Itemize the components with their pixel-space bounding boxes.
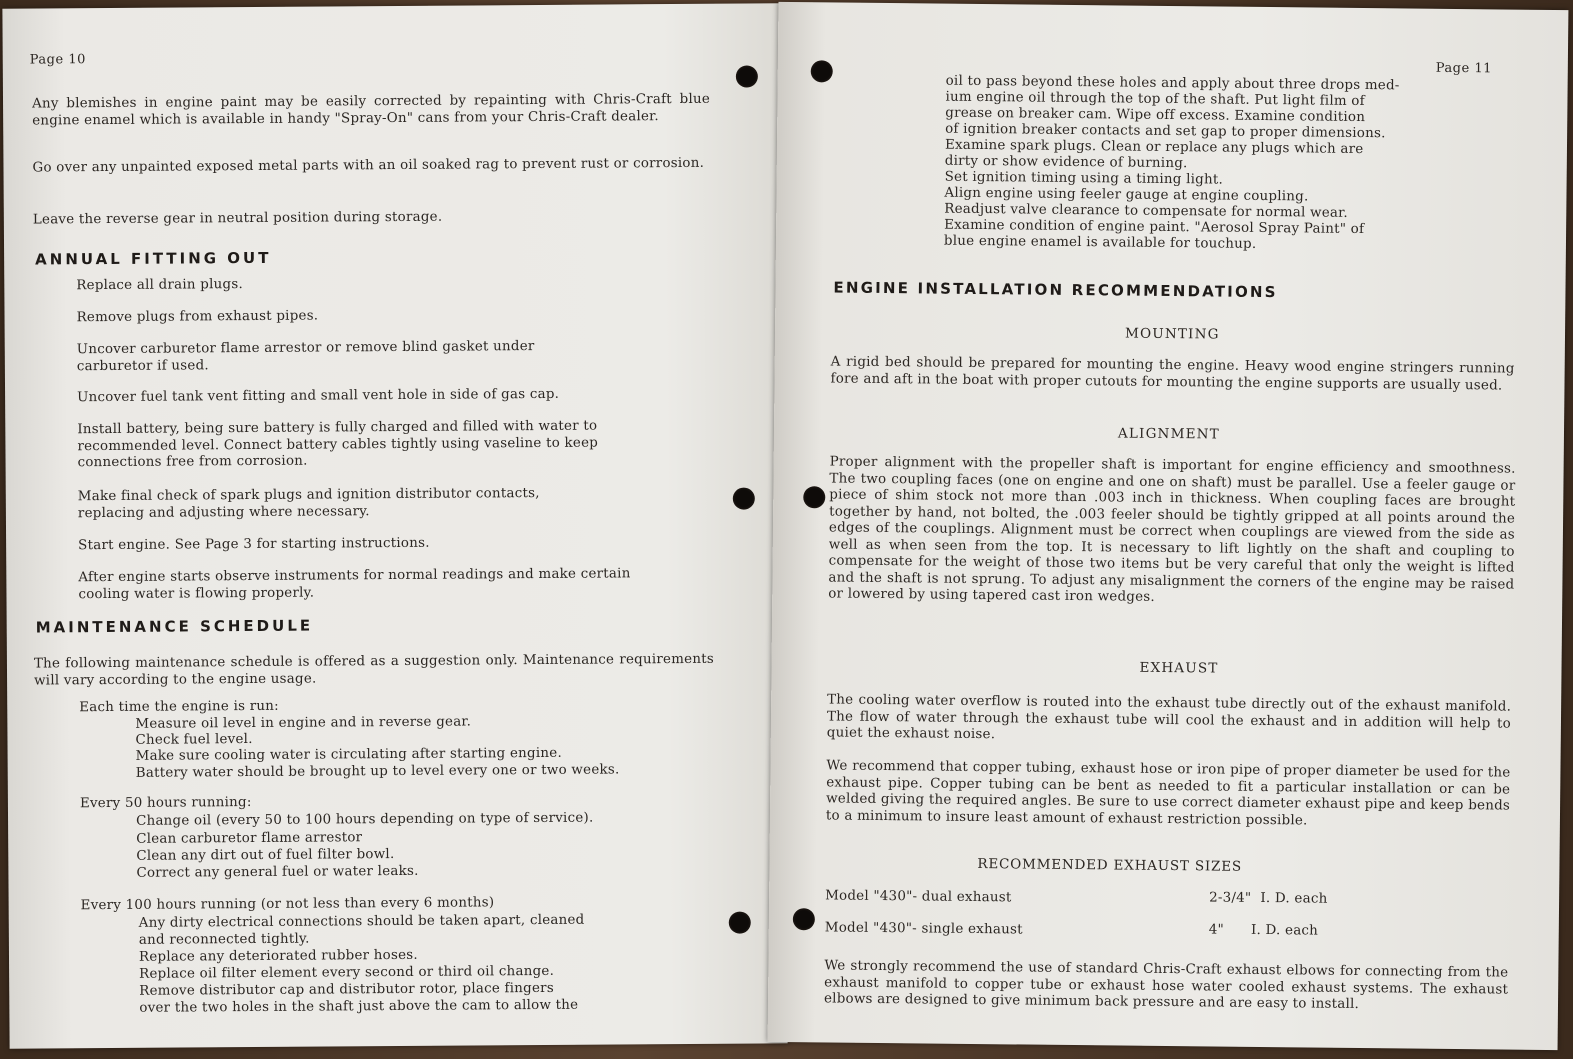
list-item: Make sure cooling water is circulating after starting engine. bbox=[135, 745, 562, 764]
binding-hole bbox=[803, 486, 825, 508]
list-item: Replace any deteriorated rubber hoses. bbox=[138, 947, 418, 965]
list-item: Battery water should be brought up to level every one or two weeks. bbox=[135, 762, 620, 781]
subheading-exhaust-sizes: RECOMMENDED EXHAUST SIZES bbox=[977, 856, 1243, 875]
right-page bbox=[768, 2, 1569, 1050]
list-item: Make final check of spark plugs and ignition distributor contacts, replacing and adjusting where necessary. bbox=[77, 485, 540, 521]
text-line: Align engine using feeler gauge at engine coupling. bbox=[944, 185, 1309, 205]
text-line: Set ignition timing using a timing light. bbox=[944, 169, 1224, 188]
text-line: grease on breaker cam. Wipe off excess. Examine condition bbox=[945, 105, 1366, 126]
exhaust-size-value: 2-3/4" I. D. each bbox=[1209, 890, 1328, 907]
exhaust-size-model: Model "430"- single exhaust bbox=[824, 920, 1023, 938]
group-title: Each time the engine is run: bbox=[79, 698, 279, 716]
list-item: Change oil (every 50 to 100 hours depending on type of service). bbox=[136, 810, 594, 829]
list-item: Remove distributor cap and distributor rotor, place fingers bbox=[139, 980, 554, 999]
section-heading-installation: ENGINE INSTALLATION RECOMMENDATIONS bbox=[833, 278, 1278, 302]
page-number: Page 11 bbox=[1435, 60, 1492, 77]
subheading-exhaust: EXHAUST bbox=[1139, 659, 1219, 677]
binding-hole bbox=[729, 912, 751, 934]
list-item: Uncover fuel tank vent fitting and small vent hole in side of gas cap. bbox=[77, 386, 560, 406]
group-title: Every 50 hours running: bbox=[79, 795, 252, 812]
text-line: Examine spark plugs. Clean or replace any plugs which are bbox=[944, 137, 1364, 158]
closing-paragraph: We strongly recommend the use of standard Chris-Craft exhaust elbows for connecting from the exhaust manifold to copper tube or exhaust hose water cooled exhaust systems. The exhaust elbows are designed to give minimum back pressure and are easy to install. bbox=[823, 958, 1509, 1013]
binding-hole bbox=[811, 60, 833, 82]
subheading-alignment: ALIGNMENT bbox=[1117, 425, 1220, 443]
list-item: Replace all drain plugs. bbox=[76, 277, 244, 294]
binding-hole bbox=[736, 65, 758, 87]
exhaust-size-model: Model "430"- dual exhaust bbox=[825, 888, 1012, 906]
list-item: Any dirty electrical connections should be taken apart, cleaned bbox=[138, 912, 585, 931]
intro-paragraph: Leave the reverse gear in neutral position during storage. bbox=[32, 209, 443, 228]
binding-hole bbox=[793, 908, 815, 930]
section-heading-maintenance: MAINTENANCE SCHEDULE bbox=[35, 616, 314, 637]
page-number: Page 10 bbox=[29, 52, 86, 68]
text-line: ium engine oil through the top of the shaft. Put light film of bbox=[945, 89, 1365, 110]
text-line: oil to pass beyond these holes and apply about three drops med- bbox=[945, 73, 1400, 94]
list-item: Remove plugs from exhaust pipes. bbox=[76, 308, 319, 326]
list-item: Clean any dirt out of fuel filter bowl. bbox=[136, 847, 395, 864]
list-item: Measure oil level in engine and in reverse gear. bbox=[135, 714, 472, 732]
text-line: dirty or show evidence of burning. bbox=[944, 153, 1188, 172]
list-item: Clean carburetor flame arrestor bbox=[136, 830, 363, 847]
text-line: Examine condition of engine paint. "Aerosol Spray Paint" of bbox=[944, 217, 1365, 238]
list-item: Replace oil filter element every second or third oil change. bbox=[139, 963, 555, 982]
list-item: Correct any general fuel or water leaks. bbox=[136, 863, 419, 881]
list-item: over the two holes in the shaft just above the cam to allow the bbox=[139, 997, 579, 1016]
list-item: Uncover carburetor flame arrestor or remove blind gasket under carburetor if used. bbox=[76, 339, 535, 374]
maintenance-intro: The following maintenance schedule is offered as a suggestion only. Maintenance requirements will vary according to the engine usage. bbox=[33, 651, 714, 689]
intro-paragraph: Go over any unpainted exposed metal parts with an oil soaked rag to prevent rust or corrosion. bbox=[32, 155, 705, 176]
list-item: Check fuel level. bbox=[135, 731, 253, 748]
list-item: After engine starts observe instruments for normal readings and make certain cooling water is flowing properly. bbox=[78, 566, 631, 602]
section-heading-annual: ANNUAL FITTING OUT bbox=[35, 248, 272, 269]
left-page bbox=[2, 3, 787, 1048]
list-item: and reconnected tightly. bbox=[138, 931, 310, 948]
text-line: blue engine enamel is available for touchup. bbox=[943, 233, 1257, 252]
exhaust-size-value: 4" I. D. each bbox=[1208, 922, 1319, 939]
text-line: of ignition breaker contacts and set gap to proper dimensions. bbox=[945, 121, 1386, 142]
exhaust-paragraph: The cooling water overflow is routed into the exhaust tube directly out of the exhaust manifold. The flow of water through the exhaust tube will cool the exhaust and in addition will help to quiet the exhaust noise. bbox=[826, 692, 1512, 743]
group-title: Every 100 hours running (or not less than every 6 months) bbox=[80, 895, 495, 914]
alignment-paragraph: Proper alignment with the propeller shaft is important for engine efficiency and smoothness. The two coupling faces (one on engine and one on shaft) must be parallel. Use a feeler gauge or piece of shim stock not more than .003 inch in thickness. When coupling faces are brought together by hand, not bolted, the .003 feeler should be tightly gripped at all points around the edges of the couplings. Alignment must be correct when couplings are viewed from the side as well as when seen from the top. It is necessary to lift lightly on the shaft and coupling to compensate for the weight of those two items but be very careful that only the weight is lifted and the shaft is not sprung. To adjust any misalignment the corners of the engine may be raised or lowered by using tapered cast iron wedges. bbox=[828, 454, 1516, 605]
subheading-mounting: MOUNTING bbox=[1124, 325, 1220, 343]
intro-paragraph: Any blemishes in engine paint may be easily corrected by repainting with Chris-Craft blue engine enamel which is available in handy "Spray-On" cans from your Chris-Craft dealer. bbox=[31, 91, 711, 129]
text-line: Readjust valve clearance to compensate for normal wear. bbox=[944, 201, 1348, 221]
mounting-paragraph: A rigid bed should be prepared for mounting the engine. Heavy wood engine stringers running fore and aft in the boat with proper cutouts for mounting the engine supports are usually used. bbox=[830, 354, 1515, 393]
binding-hole bbox=[733, 487, 755, 509]
list-item: Start engine. See Page 3 for starting instructions. bbox=[78, 535, 430, 554]
exhaust-paragraph: We recommend that copper tubing, exhaust hose or iron pipe of proper diameter be used for the exhaust pipe. Copper tubing can be bent as needed to fit a particular installation or can be welded giving the required angles. Be sure to use correct diameter exhaust pipe and keep bends to a minimum to insure least amount of exhaust restriction possible. bbox=[825, 758, 1511, 828]
list-item: Install battery, being sure battery is fully charged and filled with water to recommended level. Connect battery cables tightly using vaseline to keep connections free from corrosion. bbox=[77, 418, 599, 471]
